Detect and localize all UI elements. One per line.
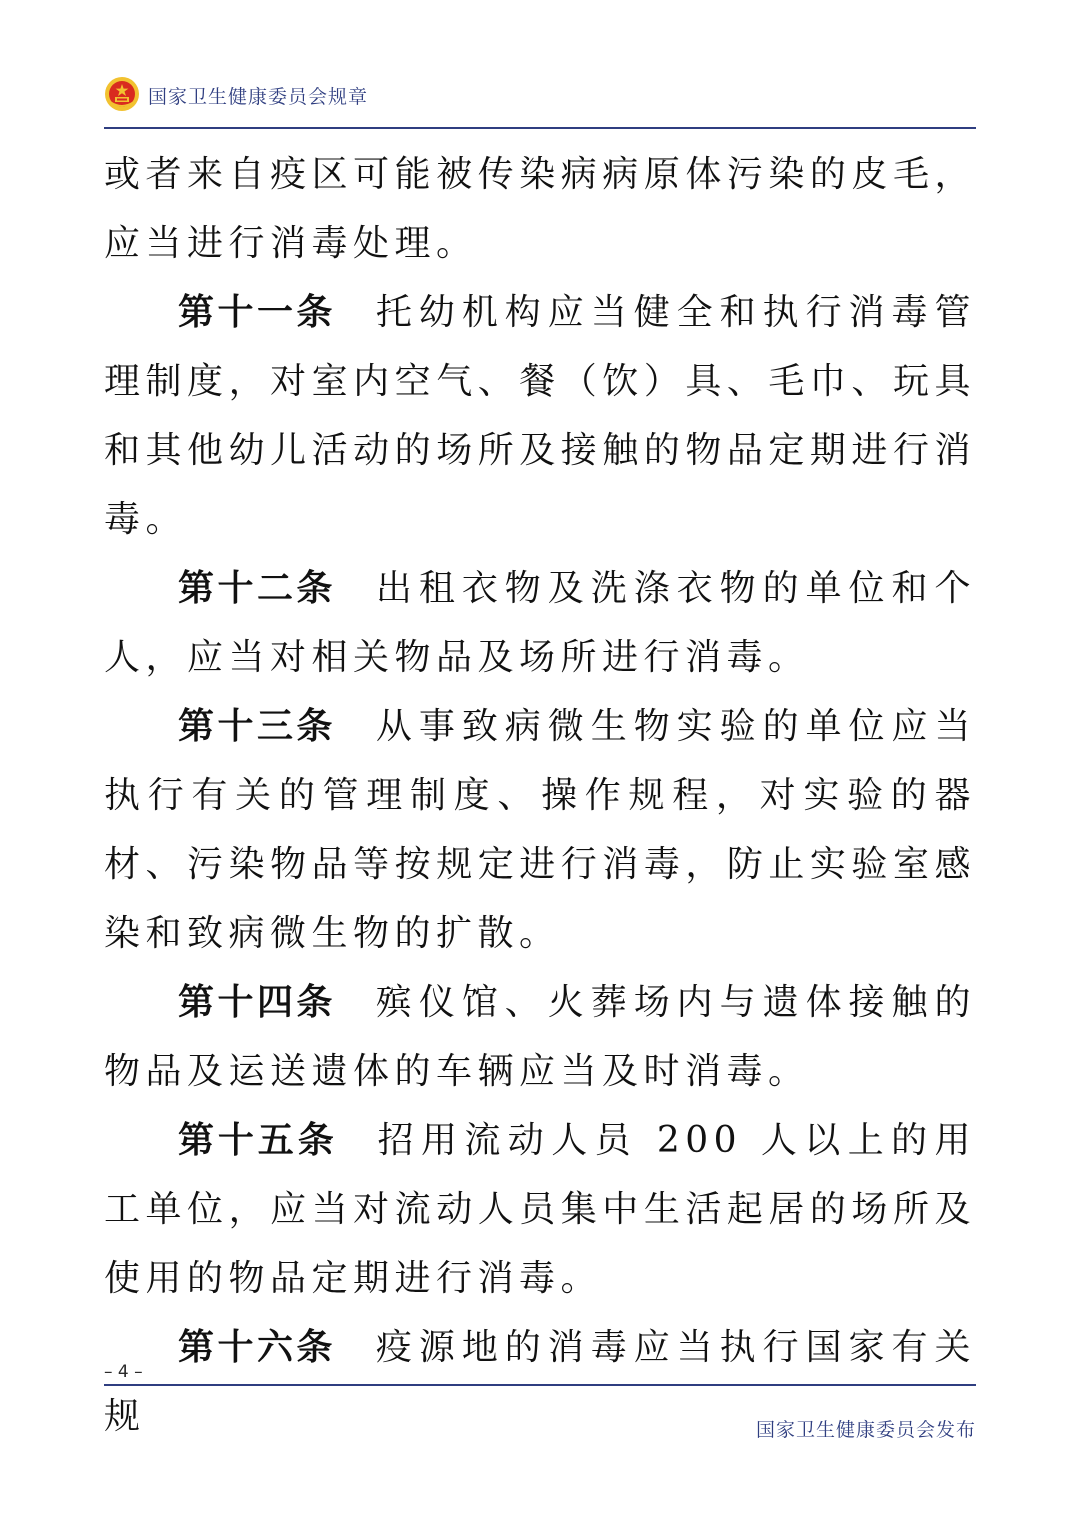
- article-heading: 第十五条: [178, 1120, 338, 1161]
- article-heading: 第十四条: [178, 982, 336, 1023]
- article-heading: 第十三条: [178, 706, 336, 747]
- page-number: – 4 –: [104, 1362, 143, 1382]
- article-heading: 第十六条: [178, 1327, 336, 1368]
- paragraph-text: 招用流动人员 200 人以上的用工单位，应当对流动人员集中生活起居的场所及使用的物品定期进行消毒。: [104, 1120, 976, 1299]
- article-11: [104, 278, 976, 554]
- article-12: [104, 554, 976, 692]
- article-heading: 第十一条: [178, 292, 336, 333]
- paragraph-text: 托幼机构应当健全和执行消毒管理制度，对室内空气、餐（饮）具、毛巾、玩具和其他幼儿活动的场所及接触的物品定期进行消毒。: [104, 292, 976, 540]
- paragraph-text: 疫源地的消毒应当执行国家有关规: [104, 1327, 976, 1437]
- document-body: [104, 140, 976, 1451]
- article-15: [104, 1106, 976, 1313]
- footer-rule: [104, 1384, 976, 1386]
- footer-publisher: 国家卫生健康委员会发布: [755, 1419, 976, 1441]
- national-emblem-icon: [104, 76, 140, 112]
- page-header: [104, 74, 976, 124]
- paragraph-text: 出租衣物及洗涤衣物的单位和个人，应当对相关物品及场所进行消毒。: [104, 568, 976, 678]
- header-rule: [104, 127, 976, 129]
- article-heading: 第十二条: [178, 568, 336, 609]
- paragraph-text: 或者来自疫区可能被传染病病原体污染的皮毛，应当进行消毒处理。: [104, 154, 976, 264]
- header-title: 国家卫生健康委员会规章: [148, 86, 369, 108]
- article-14: [104, 968, 976, 1106]
- paragraph-text: 殡仪馆、火葬场内与遗体接触的物品及运送遗体的车辆应当及时消毒。: [104, 982, 976, 1092]
- article-13: [104, 692, 976, 968]
- paragraph-continuation: [104, 140, 976, 278]
- paragraph-text: 从事致病微生物实验的单位应当执行有关的管理制度、操作规程，对实验的器材、污染物品等按规定进行消毒，防止实验室感染和致病微生物的扩散。: [104, 706, 976, 954]
